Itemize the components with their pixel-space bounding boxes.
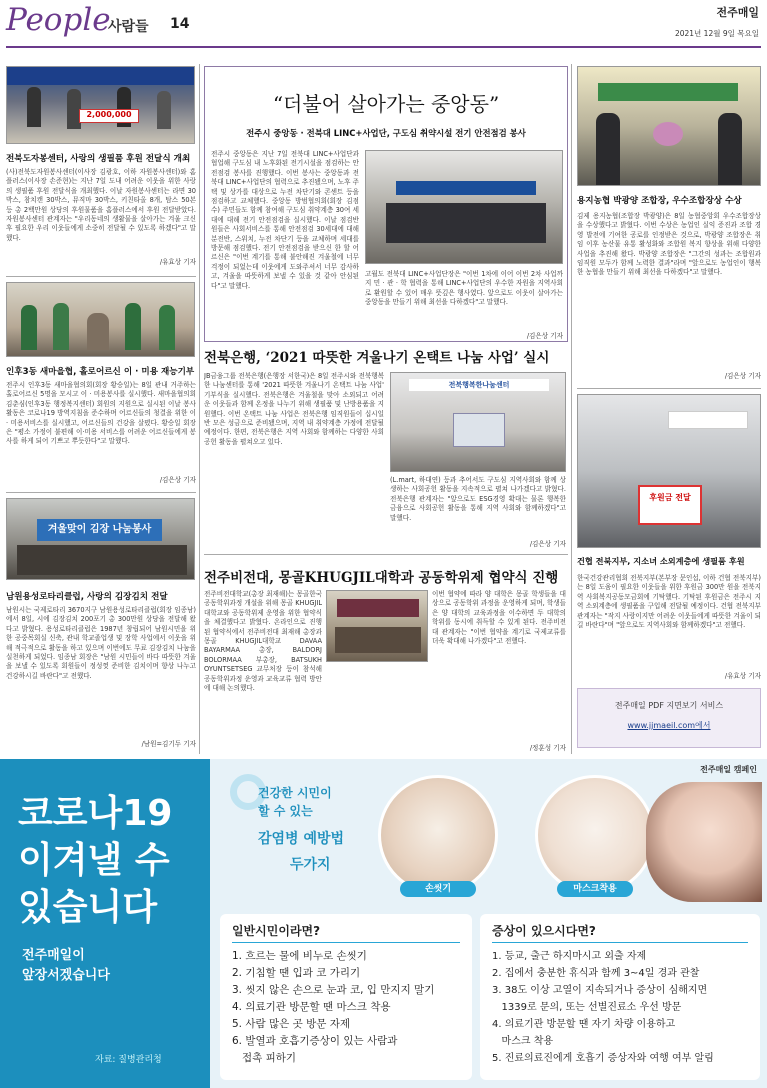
symptom-tips-list bbox=[492, 948, 758, 1067]
tip-item: 5. 진료의료진에게 호흡기 증상자와 여행 여부 알림 bbox=[492, 1053, 714, 1064]
organization-sign: 전북행복한나눔센터 bbox=[409, 379, 549, 391]
panel-general-title: 일반시민이라면? bbox=[232, 924, 321, 938]
page-number: 14 bbox=[170, 16, 190, 32]
feature-subhead: 전주시 중앙동 · 전북대 LINC+사업단, 구도심 취약시설 전기 안전점검 봉사 bbox=[246, 128, 526, 138]
article-headline: 전북은행, ‘2021 따뜻한 겨울나기 온택트 나눔 사업’ 실시 bbox=[204, 350, 550, 366]
pdf-service-link[interactable]: www.jjmaeil.com에서 bbox=[627, 721, 711, 730]
article-body: 한국건강관리협회 전북지부(본부장 문인섭, 이하 건협 전북지부)는 8일 도움이 필요한 이웃들을 위한 후원금 300만 원을 전북지역 사회복지공동모금회에 기탁했다. 기탁된 후원금은 전주시 지역 소외계층에 생필품을 구입해 전달될 예정이다. 건협 전북지부 관계자는 "작지 사랑이지만 어려운 이웃들에게 따뜻한 겨울이 되길 바란다"며 "앞으로도 지역사회와 함께하겠다"고 전했다. bbox=[577, 574, 761, 630]
handwash-image bbox=[378, 775, 498, 895]
article-byline: /김은상 기자 bbox=[529, 540, 566, 548]
tip-item: 접촉 피하기 bbox=[232, 1052, 297, 1064]
article-byline: /정훈성 기자 bbox=[529, 744, 566, 752]
article-photo bbox=[390, 372, 566, 472]
panel-rule bbox=[232, 942, 460, 943]
article-divider bbox=[577, 388, 761, 389]
ad-subline-2: 앞장서겠습니다 bbox=[22, 968, 110, 983]
panel-rule bbox=[492, 942, 748, 943]
section-title-ko: 사람들 bbox=[108, 19, 149, 35]
article-title: 남원용성로타리클럽, 사랑의 김장김치 전달 bbox=[6, 592, 168, 602]
ad-source: 자료: 질병관리청 bbox=[95, 1055, 162, 1065]
article-title: 인후3동 새마을협, 홀로어르신 이 · 미용 재능기부 bbox=[6, 367, 195, 377]
pdf-service-text: 전주매일 PDF 지면보기 서비스 bbox=[614, 701, 724, 710]
article-title: 전북도자봉센터, 사랑의 생필품 후원 전달식 개최 bbox=[6, 154, 191, 164]
donation-board: 2,000,000 bbox=[79, 109, 139, 123]
article-photo bbox=[6, 498, 195, 580]
ad-campaign-label: 전주매일 캠페인 bbox=[700, 765, 757, 774]
ad-subline-1: 전주매일이 bbox=[22, 948, 85, 963]
tag-mask: 마스크착용 bbox=[557, 881, 633, 897]
article-divider bbox=[204, 554, 568, 555]
tip-item: 1. 등교, 출근 하지마시고 외출 자제 bbox=[492, 951, 647, 962]
article-body: (L.mart, 하대연) 등과 추어서도 구도심 지역사회와 함께 상생하는 사회공헌 활동을 지속적으로 펼쳐 나가겠다고 밝혔다. 전북은행 관계자는 "앞으로도 ESG경영 확대는 물론 행복한 금융으로 사회공헌 활동을 통해 지역 사회와 함께하겠다"고 말했다. bbox=[390, 476, 566, 522]
column-divider bbox=[571, 64, 572, 754]
article-photo bbox=[365, 150, 563, 264]
column-divider bbox=[199, 64, 200, 754]
feature-headline: “더불어 살아가는 중앙동” bbox=[272, 92, 500, 116]
tip-item: 5. 사람 많은 곳 방문 자제 bbox=[232, 1018, 350, 1030]
header-rule bbox=[6, 46, 761, 48]
ad-hero-line4: 두가지 bbox=[290, 857, 331, 873]
article-body: 전주비전대학교(총장 최재해)는 몽골한국 공동학위과정 개설을 위해 몽골 KHUGJIL대학교와 공동학위제 운영을 위한 협약식을 체결했다고 밝혔다. 온라인으로 진행된 협약식에서 전주비전대 최재해 총장과 몽골 KHUGJIL대학교 DAVAA BAYARMAA 총장, BALDORJ BOLORMAA 부총장, BATSUKH OYUNTSETSEG 교무처장 등이 참석해 공동학위과정 운영과 교육교류 협력 방안에 대해 논의했다. bbox=[204, 590, 322, 693]
article-photo bbox=[6, 66, 195, 144]
article-body: (사)전북도자원봉사센터(이사장 김광호, 이하 자원봉사센터)와 홈플러스(이사장 손준현)는 지난 7일 도내 어려운 이웃을 위한 사랑의 생필품 후원 전달식을 개최했다. 이날 자원봉사센터는 라면 30박스, 참치캔 30박스, 뮤직마 30박스, 키친타올 8개, 탐스 50본 등 총 2백만원 상당의 후원물품을 홈플러스에서 후원 전달받았다. 자원봉사센터 관계자는 "우리동네의 생활물을 살아가는 겨울 크신 후 필요한 우리 이웃들에게 소중히 전달될 수 있도록 하겠다"고 말했다. bbox=[6, 168, 196, 242]
pdf-service-box bbox=[577, 688, 761, 748]
ad-headline-line2: 이겨낼 수 bbox=[18, 840, 170, 881]
ad-hero-line1: 건강한 시민이 bbox=[258, 786, 332, 800]
tip-item: 3. 38도 이상 고열이 지속되거나 증상이 심해지면 bbox=[492, 985, 708, 996]
issue-date: 2021년 12월 9일 목요일 bbox=[674, 29, 759, 38]
article-byline: /김은상 기자 bbox=[526, 332, 563, 340]
article-body: JB금융그룹 전북은행(은행장 서한국)은 8일 전주시와 전북행복한 나눔센터를 통해 '2021 따뜻한 겨울나기 온택트 나눔 사업' 기부식을 실시했다. 전북은행은 겨울철을 맞아 소외되고 어려운 이웃들과 함께 온정을 나누기 위해 생필품 및 난방용품을 지원했다. 이번 온택트 나눔 사업은 전북은행 임직원들이 십시일반 모은 성금으로 준비됐으며, 지역 내 취약계층 가정에 전달될 예정이다. 한편, 전북은행은 지역 사회와 함께하는 다양한 사회공헌 활동을 펼쳐오고 있다. bbox=[204, 372, 384, 446]
article-body: 고월도 전북대 LINC+사업단장은 "이번 1차에 이어 이번 2차 사업까지 민 · 관 · 학 협력을 통해 LINC+사업단의 우수한 자원을 지역사회로 환원할 수 있어 매우 뜻깊은 행사였다. 앞으로도 이웃이 살아가는 중앙동을 만들기 위해 최선을 다하겠다"고 말했다. bbox=[365, 270, 563, 307]
article-body: 전주시 인후3동 새마을협의회(회장 황승일)는 8일 관내 거주하는 홀로어르신 5명을 모시고 이 · 미용봉사를 실시했다. 새마을협의회 김춘심(인후3동 행정복지센터) 회원의 지원으로 실시된 이날 봉사활동은 코로나19 방역지침을 준수하며 어르신들의 청결을 위한 이 · 미용서비스를 실시했고, 어르신들의 건강을 살폈다. 황승일 회장은 "평소 가정이 불편해 이·미용 서비스를 어려운 어르신들에게 봉사를 하게 되어 기쁘고 뿌듯한다"고 말했다. bbox=[6, 381, 196, 446]
tag-handwash: 손씻기 bbox=[400, 881, 476, 897]
tip-item: 1. 흐르는 물에 비누로 손씻기 bbox=[232, 950, 367, 962]
article-byline: /김은상 기자 bbox=[724, 372, 761, 380]
article-byline: /김은상 기자 bbox=[159, 476, 196, 484]
newspaper-name: 전주매일 bbox=[716, 6, 759, 19]
article-photo bbox=[326, 590, 428, 662]
event-banner: 겨울맞이 김장 나눔봉사 bbox=[37, 519, 162, 541]
ad-hero-line2: 할 수 있는 bbox=[258, 804, 313, 818]
article-body: 전주시 중앙동은 지난 7일 전북대 LINC+사업단과 협업해 구도심 내 노후화된 전기시설을 점검하는 안전점검 봉사를 진행했다. 이번 봉사는 중앙동과 전북대 LINC+사업단의 협력으로 추진됐으며, 노후 주택 및 상가를 대상으로 누전 차단기와 콘센트 등을 점검하고 교체했다. 중앙동 방범협의회(회장 김점수) 주민들도 함께 참여해 구도심 취약계층 30여 세대에 대해 전기 안전점검을 실시했다. 이날 점검반원들은 사회서비스를 통해 안전점검 30세대에 대해 분전반, 스위치, 누전 차단기 등을 교체하며 세대를 방문해 점검했다. 전기 안전점검을 받으신 한 할 어르신은 "이번 계기를 통해 불안해진 겨울철에 너무 걱정이 되었는데 이웃에게 도와주셔서 너무 감사하고, 겨울을 따뜻하게 보낼 수 있을 것 같아 안심된다"고 말했다. bbox=[211, 150, 359, 290]
tip-item: 2. 기침할 땐 입과 코 가리기 bbox=[232, 967, 361, 979]
ad-headline-line3: 있습니다 bbox=[18, 887, 158, 928]
tip-item: 4. 의료기관 방문할 땐 자기 차량 이용하고 bbox=[492, 1019, 676, 1030]
ad-headline-line1: 코로나19 bbox=[18, 793, 173, 834]
article-title: 건협 전북지부, 지소녀 소외계층에 생필품 후원 bbox=[577, 556, 745, 566]
article-title: 용지농협 박광양 조합장, 우수조합장상 수상 bbox=[577, 196, 742, 206]
tip-item: 1339로 문의, 또는 선별진료소 우선 방문 bbox=[492, 1002, 682, 1013]
article-photo bbox=[6, 282, 195, 357]
section-title-en: People bbox=[6, 2, 111, 38]
tip-item: 6. 발열과 호흡기증상이 있는 사람과 bbox=[232, 1035, 398, 1047]
article-photo bbox=[577, 394, 761, 548]
ad-hero-line3: 감염병 예방법 bbox=[258, 831, 345, 847]
article-headline: 전주비전대, 몽골KHUGJIL대학과 공동학위제 협약식 진행 bbox=[204, 570, 559, 586]
article-byline: /남원=김기두 기자 bbox=[141, 740, 196, 748]
article-body: 남원시는 국제로타리 3670지구 남원용성로타리클럽(회장 임종남)에서 8일, 시에 김장김치 200포기 총 300만원 상당을 전달해 왔다고 밝혔다. 용성로타리클럽은 1987년 창립되어 남원시민을 위한 공중목회실 신축, 관내 학교졸업생 및 장학 사업에서 이웃을 위해 적극적으로 활동을 하고 있으며 이번에도 무료 김장김치 나눔을 실천하게 되었다. 임종남 회장은 "남원 시민들이 바다 따뜻한 겨울을 보낼 수 있도록 회원들이 정성껏 준비한 김치이며 향상 나누고 건강하시길 바란다"고 전했다. bbox=[6, 606, 196, 680]
tip-item: 2. 집에서 충분한 휴식과 함께 3~4일 경과 관찰 bbox=[492, 968, 700, 979]
tip-item: 마스크 착용 bbox=[492, 1036, 554, 1047]
donation-board: 후원금 전달 bbox=[638, 485, 702, 525]
panel-symptoms-title: 증상이 있으시다면? bbox=[492, 924, 596, 938]
article-divider bbox=[6, 276, 196, 277]
article-divider bbox=[6, 492, 196, 493]
general-tips-list bbox=[232, 948, 468, 1067]
tip-item: 4. 의료기관 방문할 땐 마스크 착용 bbox=[232, 1001, 391, 1013]
article-body: 이번 협약에 따라 양 대학은 몽골 학생들을 대상으로 공동학위 과정을 운영하게 되며, 학생들은 양 대학의 교육과정을 이수하면 두 대학의 학위를 동시에 취득할 수 있게 된다. 전주비전대 관계자는 "이번 협약을 계기로 국제교류를 더욱 확대해 나가겠다"고 전했다. bbox=[432, 590, 566, 646]
article-byline: /유효상 기자 bbox=[159, 258, 196, 266]
article-body: 김제 용지농협(조합장 박광양)은 8일 농협중앙회 우수조합장상을 수상했다고 밝혔다. 이번 수상은 농업인 실익 증진과 조합 경영 발전에 기여한 공로를 인정받은 것으로, 박광양 조합장은 취임 이후 농산물 유통 활성화와 조합원 복지 향상을 위해 다양한 사업을 추진해 왔다. 박광양 조합장은 "그간의 성과는 조합원과 임직원 모두가 함께 노력한 결과"라며 "앞으로도 농업인이 행복한 농협을 만들기 위해 최선을 다하겠다"고 말했다. bbox=[577, 212, 761, 277]
tip-item: 3. 씻지 않은 손으로 눈과 코, 입 만지지 말기 bbox=[232, 984, 435, 996]
article-photo bbox=[577, 66, 761, 186]
woman-with-mask-image bbox=[646, 782, 762, 902]
article-byline: /유효상 기자 bbox=[724, 672, 761, 680]
mask-image bbox=[535, 775, 655, 895]
